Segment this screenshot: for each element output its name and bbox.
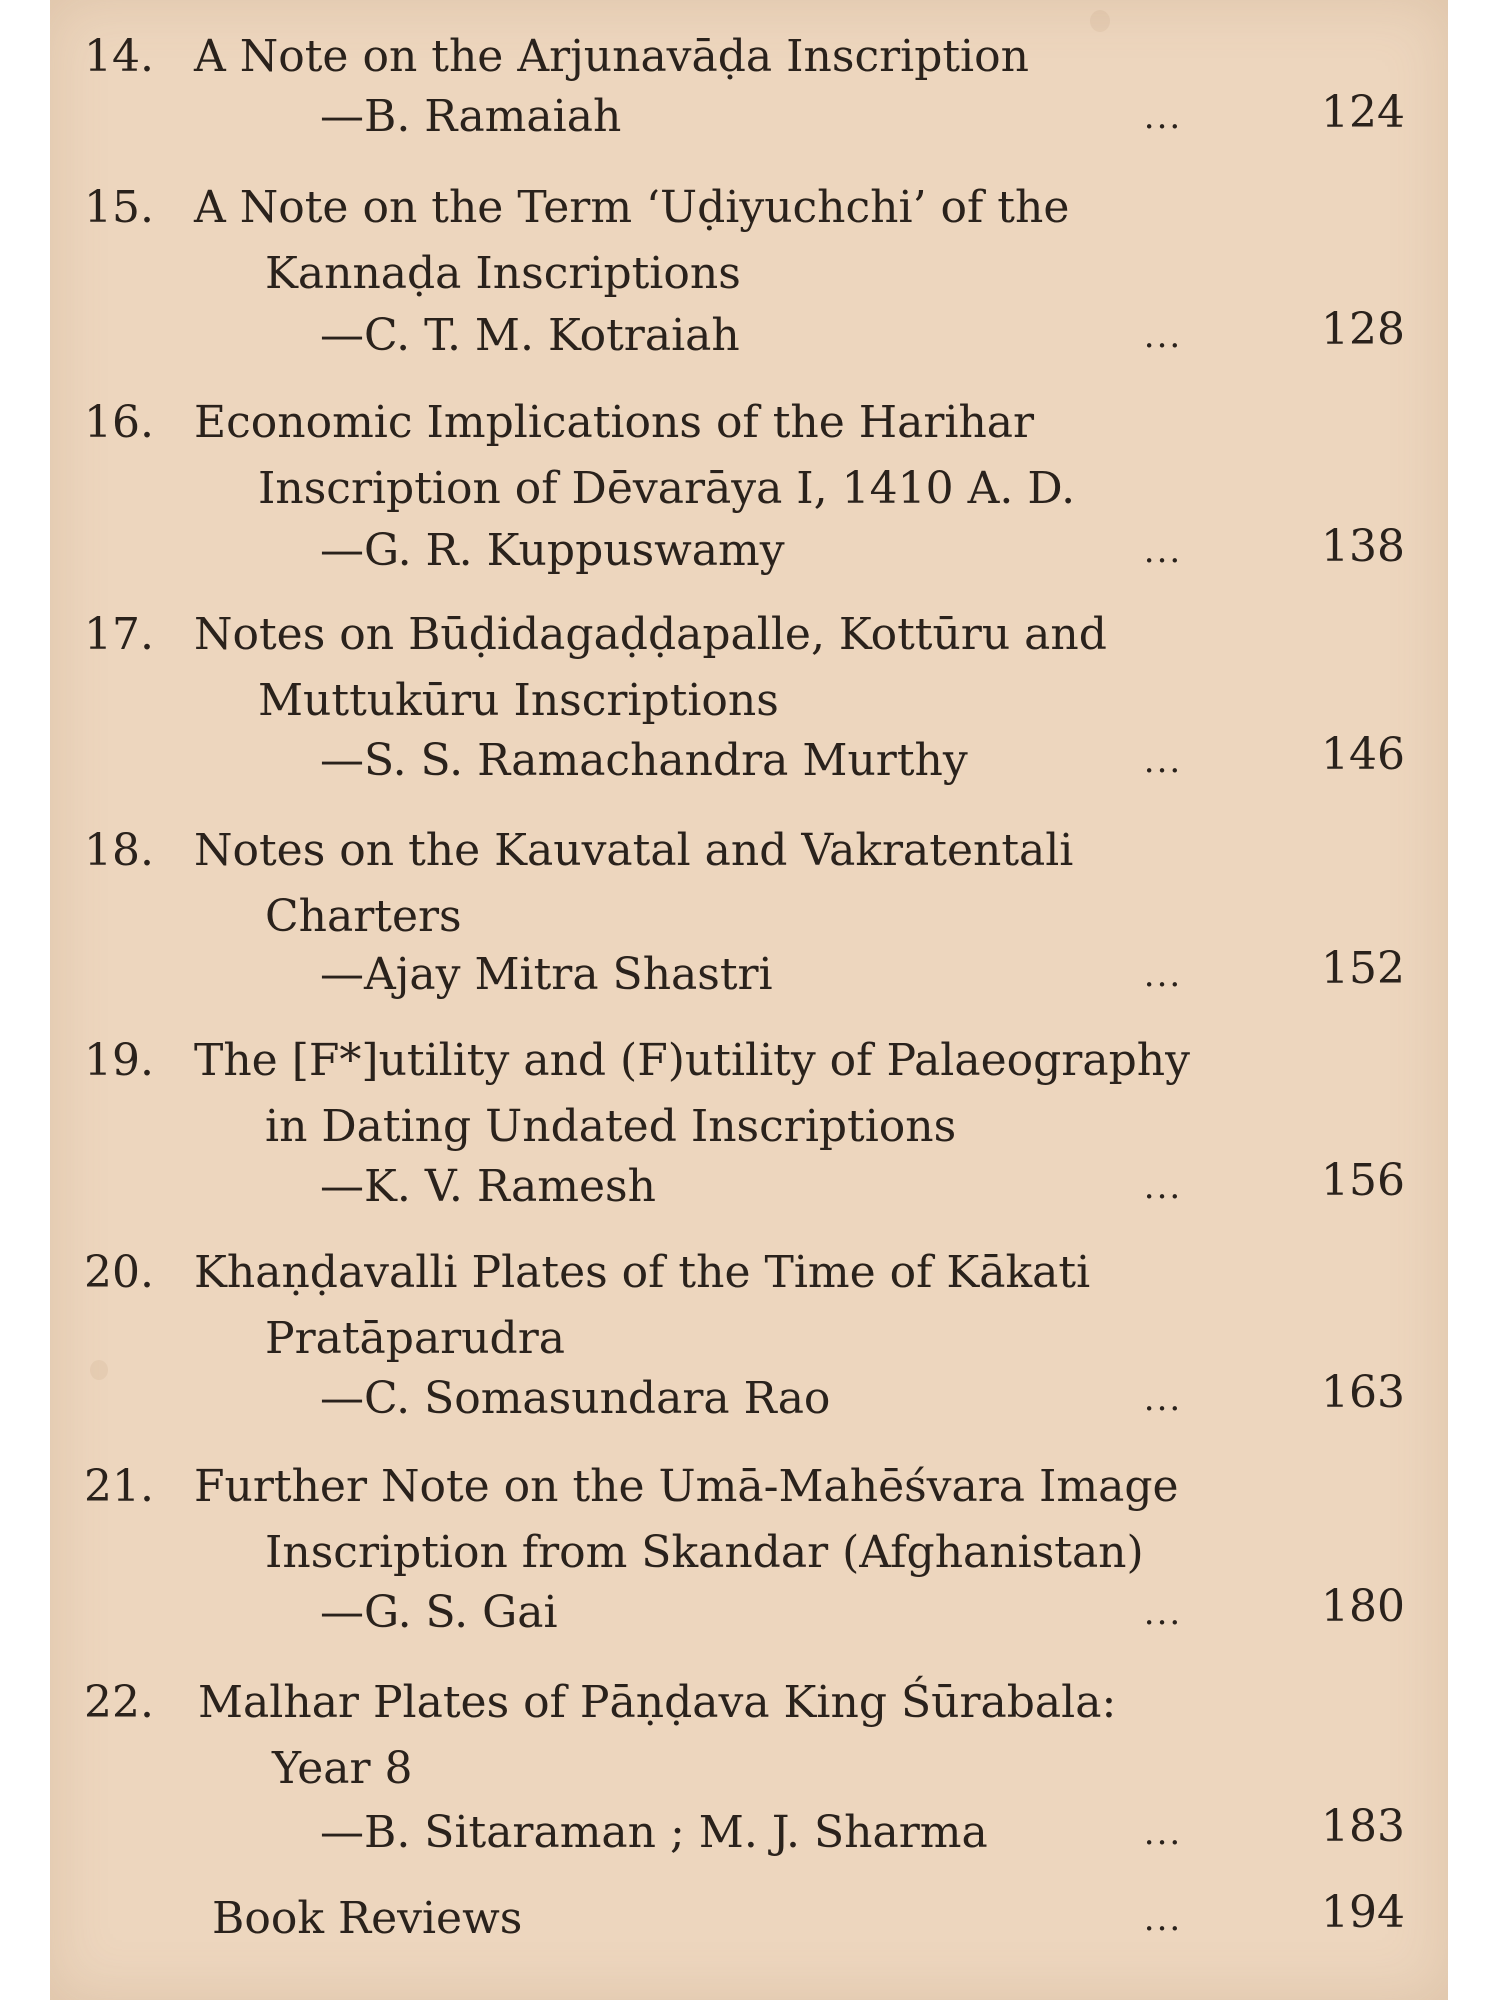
entry-number: 22. xyxy=(84,1677,154,1728)
entry-title-line: A Note on the Term ‘Uḍiyuchchi’ of the xyxy=(194,182,1070,233)
entry-number: 18. xyxy=(84,825,154,876)
leader-dots: ... xyxy=(1143,97,1183,137)
entry-number: 16. xyxy=(84,397,154,448)
leader-dots: ... xyxy=(1143,316,1183,356)
entry-author: —B. Ramaiah xyxy=(320,91,622,142)
entry-title-line: The [F*]utility and (F)utility of Palaeography xyxy=(194,1035,1190,1086)
entry-title-line: Khaṇḍavalli Plates of the Time of Kākati xyxy=(194,1247,1091,1298)
entry-title-line: Malhar Plates of Pāṇḍava King Śūrabala: xyxy=(198,1677,1117,1728)
leader-dots: ... xyxy=(1143,1379,1183,1419)
entry-number: 15. xyxy=(84,182,154,233)
page-number: 146 xyxy=(1321,729,1405,780)
entry-title-line: Year 8 xyxy=(272,1743,413,1794)
page-number: 124 xyxy=(1321,87,1405,138)
leader-dots: ... xyxy=(1143,531,1183,571)
page-number: 138 xyxy=(1321,521,1405,572)
entry-number: 21. xyxy=(84,1461,154,1512)
entry-author: —B. Sitaraman ; M. J. Sharma xyxy=(320,1807,988,1858)
page-number: 194 xyxy=(1321,1887,1405,1938)
entry-title-line: Inscription of Dēvarāya I, 1410 A. D. xyxy=(258,463,1076,514)
page-number: 156 xyxy=(1321,1155,1405,1206)
entry-title-line: Economic Implications of the Harihar xyxy=(194,397,1035,448)
entry-author: —S. S. Ramachandra Murthy xyxy=(320,735,968,786)
page-number: 128 xyxy=(1321,304,1405,355)
page-number: 183 xyxy=(1321,1801,1405,1852)
entry-title-line: Charters xyxy=(265,891,462,942)
entry-title-line: in Dating Undated Inscriptions xyxy=(265,1101,957,1152)
book-reviews-title: Book Reviews xyxy=(212,1893,523,1944)
contents-page xyxy=(50,0,1448,2000)
leader-dots: ... xyxy=(1143,1899,1183,1939)
entry-title-line: A Note on the Arjunavāḍa Inscription xyxy=(194,31,1029,82)
entry-title-line: Further Note on the Umā-Mahēśvara Image xyxy=(194,1461,1179,1512)
entry-author: —C. T. M. Kotraiah xyxy=(320,310,740,361)
leader-dots: ... xyxy=(1143,741,1183,781)
entry-title-line: Notes on Būḍidagaḍḍapalle, Kottūru and xyxy=(194,609,1107,660)
entry-title-line: Kannaḍa Inscriptions xyxy=(265,248,741,299)
entry-title-line: Notes on the Kauvatal and Vakratentali xyxy=(194,825,1074,876)
entry-number: 20. xyxy=(84,1247,154,1298)
entry-title-line: Muttukūru Inscriptions xyxy=(258,675,779,726)
entry-title-line: Pratāparudra xyxy=(265,1313,565,1364)
entry-number: 17. xyxy=(84,609,154,660)
page-number: 152 xyxy=(1321,943,1405,994)
entry-number: 19. xyxy=(84,1035,154,1086)
page-number: 163 xyxy=(1321,1367,1405,1418)
leader-dots: ... xyxy=(1143,955,1183,995)
leader-dots: ... xyxy=(1143,1813,1183,1853)
entry-author: —G. R. Kuppuswamy xyxy=(320,525,785,576)
entry-title-line: Inscription from Skandar (Afghanistan) xyxy=(265,1527,1144,1578)
leader-dots: ... xyxy=(1143,1167,1183,1207)
entry-author: —G. S. Gai xyxy=(320,1587,558,1638)
page-number: 180 xyxy=(1321,1581,1405,1632)
entry-author: —Ajay Mitra Shastri xyxy=(320,949,773,1000)
entry-number: 14. xyxy=(84,31,154,82)
entry-author: —K. V. Ramesh xyxy=(320,1161,656,1212)
paper-stain xyxy=(1090,10,1110,32)
entry-author: —C. Somasundara Rao xyxy=(320,1373,831,1424)
paper-stain xyxy=(90,1360,108,1380)
leader-dots: ... xyxy=(1143,1593,1183,1633)
